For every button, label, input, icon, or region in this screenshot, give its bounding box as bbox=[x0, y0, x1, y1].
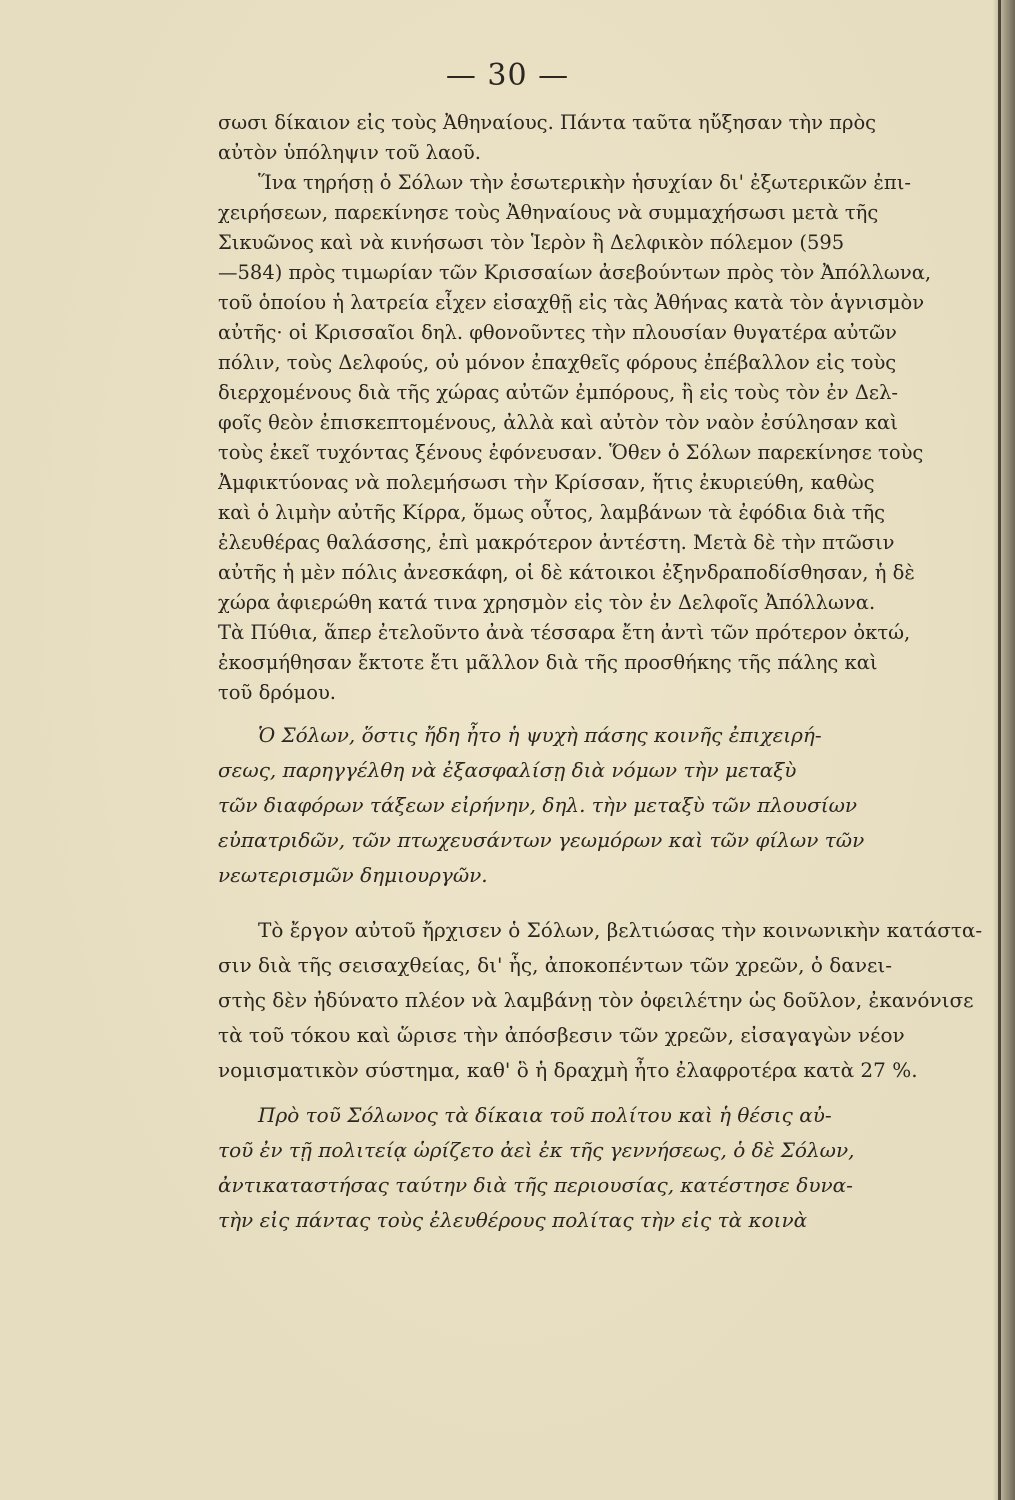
paragraph-3 bbox=[218, 718, 993, 893]
text-line: τοῦ ἐν τῇ πολιτείᾳ ὡρίζετο ἀεὶ ἐκ τῆς γεννήσεως, ὁ δὲ Σόλων, bbox=[218, 1138, 855, 1162]
text-line: διερχομένους διὰ τῆς χώρας αὐτῶν ἐμπόρους, ἢ εἰς τοὺς τὸν ἐν Δελ- bbox=[218, 381, 898, 404]
text-line: αὐτῆς ἡ μὲν πόλις ἀνεσκάφη, οἱ δὲ κάτοικοι ἐξηνδραποδίσθησαν, ἡ δὲ bbox=[218, 561, 915, 584]
page-edge-line bbox=[998, 0, 1001, 1500]
text-line: τὴν εἰς πάντας τοὺς ἐλευθέρους πολίτας τὴν εἰς τὰ κοινὰ bbox=[218, 1208, 808, 1232]
paragraph-2 bbox=[218, 168, 993, 708]
text-line: τοῦ ὁποίου ἡ λατρεία εἶχεν εἰσαχθῇ εἰς τὰς Ἀθήνας κατὰ τὸν ἁγνισμὸν bbox=[218, 291, 925, 314]
text-line: Τὸ ἔργον αὐτοῦ ἤρχισεν ὁ Σόλων, βελτιώσας τὴν κοινωνικὴν κατάστα- bbox=[258, 918, 983, 942]
text-line: τοὺς ἐκεῖ τυχόντας ξένους ἐφόνευσαν. Ὅθεν ὁ Σόλων παρεκίνησε τοὺς bbox=[218, 441, 924, 464]
text-line: Ὁ Σόλων, ὅστις ἤδη ἦτο ἡ ψυχὴ πάσης κοινῆς ἐπιχειρή- bbox=[258, 723, 822, 747]
text-line: ἀντικαταστήσας ταύτην διὰ τῆς περιουσίας, κατέστησε δυνα- bbox=[218, 1173, 853, 1197]
text-line: ἐκοσμήθησαν ἔκτοτε ἔτι μᾶλλον διὰ τῆς προσθήκης τῆς πάλης καὶ bbox=[218, 651, 878, 674]
page-edge-shadow bbox=[993, 0, 1015, 1500]
text-line: Ἀμφικτύονας νὰ πολεμήσωσι τὴν Κρίσσαν, ἥτις ἐκυριεύθη, καθὼς bbox=[218, 471, 875, 494]
text-line: τῶν διαφόρων τάξεων εἰρήνην, δηλ. τὴν μεταξὺ τῶν πλουσίων bbox=[218, 793, 858, 817]
text-line: σιν διὰ τῆς σεισαχθείας, δι' ἧς, ἀποκοπέντων τῶν χρεῶν, ὁ δανει- bbox=[218, 953, 892, 977]
text-line: Πρὸ τοῦ Σόλωνος τὰ δίκαια τοῦ πολίτου καὶ ἡ θέσις αὐ- bbox=[258, 1103, 832, 1127]
text-line: νομισματικὸν σύστημα, καθ' ὃ ἡ δραχμὴ ἦτο ἐλαφροτέρα κατὰ 27 %. bbox=[218, 1058, 918, 1082]
text-line: αὐτὸν ὑπόληψιν τοῦ λαοῦ. bbox=[218, 141, 481, 164]
text-line: στὴς δὲν ἠδύνατο πλέον νὰ λαμβάνῃ τὸν ὀφειλέτην ὡς δοῦλον, ἐκανόνισε bbox=[218, 988, 974, 1012]
text-line: σεως, παρηγγέλθη νὰ ἐξασφαλίσῃ διὰ νόμων τὴν μεταξὺ bbox=[218, 758, 797, 782]
text-line: αὐτῆς· οἱ Κρισσαῖοι δηλ. φθονοῦντες τὴν πλουσίαν θυγατέρα αὐτῶν bbox=[218, 321, 897, 344]
paragraph-4 bbox=[218, 913, 993, 1088]
text-line: χώρα ἀφιερώθη κατά τινα χρησμὸν εἰς τὸν ἐν Δελφοῖς Ἀπόλλωνα. bbox=[218, 591, 876, 614]
paragraph-5 bbox=[218, 1098, 993, 1238]
text-line: χειρήσεων, παρεκίνησε τοὺς Ἀθηναίους νὰ συμμαχήσωσι μετὰ τῆς bbox=[218, 201, 879, 224]
text-line: σωσι δίκαιον εἰς τοὺς Ἀθηναίους. Πάντα ταῦτα ηὔξησαν τὴν πρὸς bbox=[218, 111, 877, 134]
text-line: τοῦ δρόμου. bbox=[218, 681, 336, 704]
text-line: Ἵνα τηρήσῃ ὁ Σόλων τὴν ἐσωτερικὴν ἡσυχίαν δι' ἐξωτερικῶν ἐπι- bbox=[258, 171, 911, 194]
paragraph-1 bbox=[218, 108, 993, 168]
text-line: ἐλευθέρας θαλάσσης, ἐπὶ μακρότερον ἀντέστη. Μετὰ δὲ τὴν πτῶσιν bbox=[218, 531, 895, 554]
text-line: καὶ ὁ λιμὴν αὐτῆς Κίρρα, ὅμως οὗτος, λαμβάνων τὰ ἐφόδια διὰ τῆς bbox=[218, 501, 886, 524]
page-number: — 30 — bbox=[445, 58, 570, 93]
text-line: εὐπατριδῶν, τῶν πτωχευσάντων γεωμόρων καὶ τῶν φίλων τῶν bbox=[218, 828, 865, 852]
text-line: Τὰ Πύθια, ἅπερ ἐτελοῦντο ἀνὰ τέσσαρα ἔτη ἀντὶ τῶν πρότερον ὀκτώ, bbox=[218, 621, 911, 644]
text-line: νεωτερισμῶν δημιουργῶν. bbox=[218, 863, 488, 887]
text-line: Σικυῶνος καὶ νὰ κινήσωσι τὸν Ἱερὸν ἢ Δελφικὸν πόλεμον (595 bbox=[218, 231, 845, 254]
body-text bbox=[218, 108, 993, 1238]
text-line: πόλιν, τοὺς Δελφούς, οὐ μόνον ἐπαχθεῖς φόρους ἐπέβαλλον εἰς τοὺς bbox=[218, 351, 897, 374]
text-line: τὰ τοῦ τόκου καὶ ὥρισε τὴν ἀπόσβεσιν τῶν χρεῶν, εἰσαγαγὼν νέον bbox=[218, 1023, 905, 1047]
text-line: —584) πρὸς τιμωρίαν τῶν Κρισσαίων ἀσεβούντων πρὸς τὸν Ἀπόλλωνα, bbox=[218, 261, 932, 284]
text-line: φοῖς θεὸν ἐπισκεπτομένους, ἀλλὰ καὶ αὐτὸν τὸν ναὸν ἐσύλησαν καὶ bbox=[218, 411, 898, 434]
